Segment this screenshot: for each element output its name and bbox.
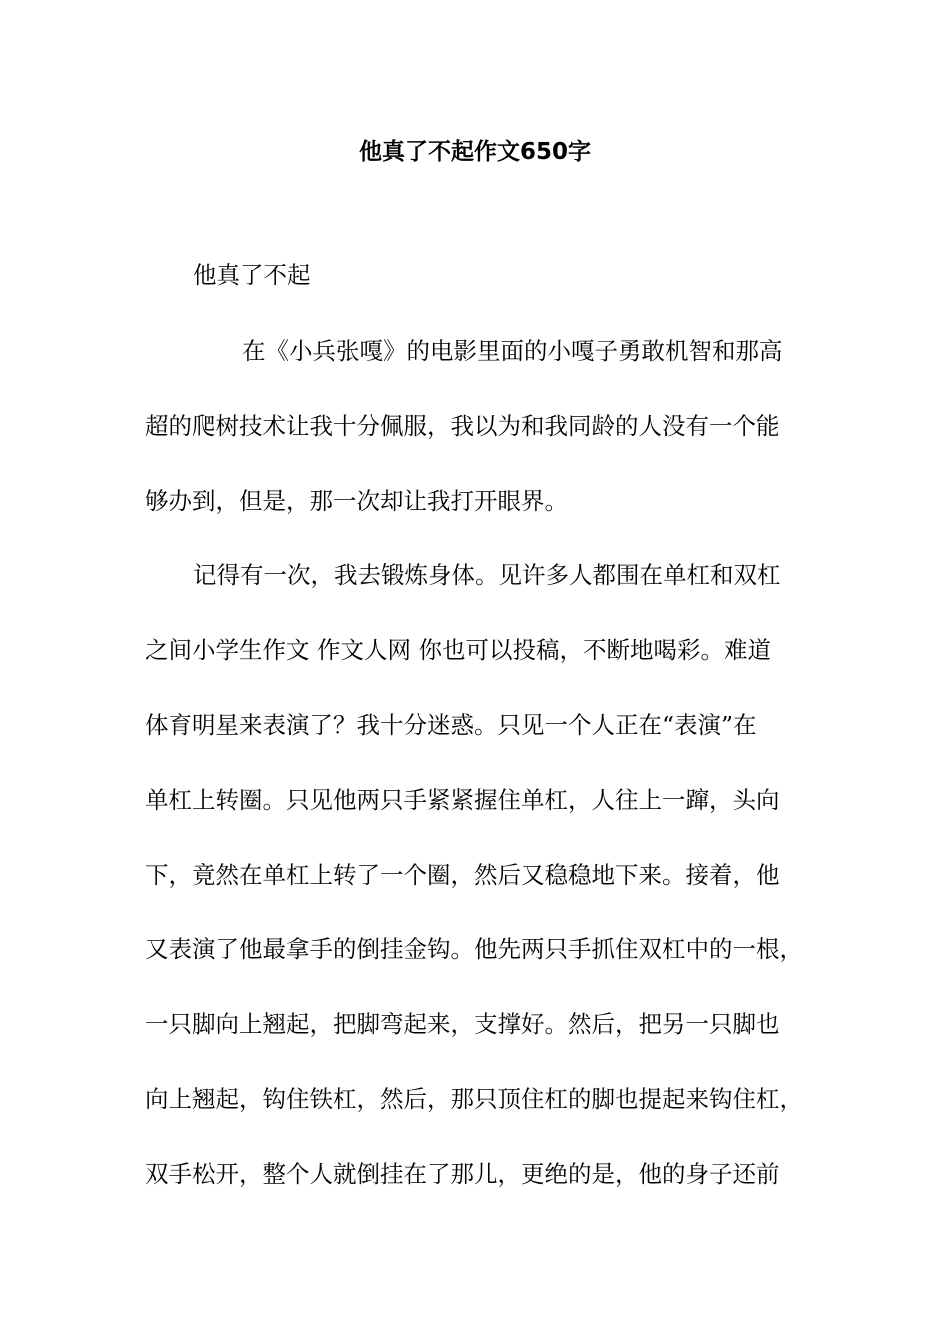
paragraph-line: 一只脚向上翘起，把脚弯起来，支撑好。然后，把另一只脚也 (145, 1010, 780, 1038)
paragraph-line: 之间小学生作文 作文人网 你也可以投稿，不断地喝彩。难道 (145, 636, 771, 664)
document-title: 他真了不起作文650字 (358, 139, 591, 165)
paragraph-line: 超的爬树技术让我十分佩服，我以为和我同龄的人没有一个能 (145, 412, 780, 440)
paragraph-line: 单杠上转圈。只见他两只手紧紧握住单杠，人往上一蹿，头向 (145, 786, 780, 814)
paragraph-line: 向上翘起，钩住铁杠，然后，那只顶住杠的脚也提起来钩住杠， (145, 1085, 803, 1113)
paragraph-line: 记得有一次，我去锻炼身体。见许多人都围在单杠和双杠 (193, 561, 781, 589)
paragraph-line: 双手松开，整个人就倒挂在了那儿，更绝的是，他的身子还前 (145, 1160, 780, 1188)
paragraph-line: 又表演了他最拿手的倒挂金钩。他先两只手抓住双杠中的一根， (145, 935, 803, 963)
paragraph-line: 够办到，但是，那一次却让我打开眼界。 (145, 487, 568, 515)
paragraph-line: 在《小兵张嘎》的电影里面的小嘎子勇敢机智和那高 (242, 337, 783, 365)
paragraph-line: 体育明星来表演了？我十分迷惑。只见一个人正在“表演”在 (145, 711, 757, 739)
section-heading: 他真了不起 (193, 261, 311, 289)
paragraph-line: 下，竟然在单杠上转了一个圈，然后又稳稳地下来。接着，他 (145, 861, 780, 889)
